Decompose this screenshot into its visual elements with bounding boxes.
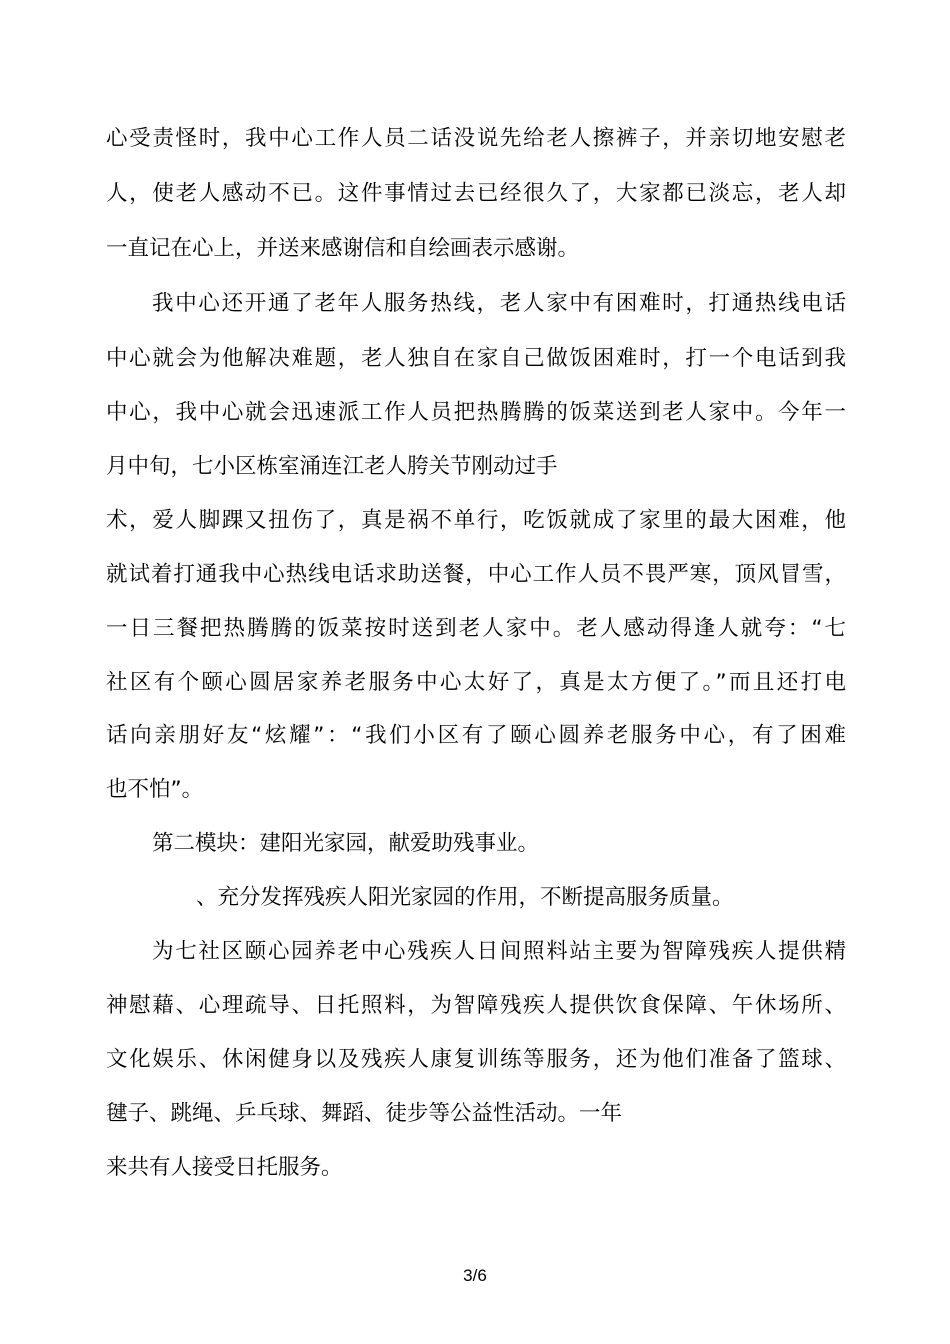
paragraph-line: 月中旬，七小区栋室涌连江老人胯关节刚动过手: [106, 454, 558, 479]
paragraph-line: 文化娱乐、休闲健身以及残疾人康复训练等服务，还为他们准备了篮球、: [106, 1047, 846, 1072]
page-number: 3/6: [463, 1266, 487, 1285]
paragraph-line: 来共有人接受日托服务。: [106, 1155, 343, 1180]
paragraph-line: 就试着打通我中心热线电话求助送餐，中心工作人员不畏严寒，顶风冒雪，: [106, 562, 846, 587]
subsection-heading: 、充分发挥残疾人阳光家园的作用，不断提高服务质量。: [196, 885, 734, 910]
paragraph-line: 话向亲朋好友“炫耀”：“我们小区有了颐心圆养老服务中心，有了困难: [106, 723, 846, 748]
paragraph-line: 中心，我中心就会迅速派工作人员把热腾腾的饭菜送到老人家中。今年一: [106, 400, 846, 425]
paragraph-line: 心受责怪时，我中心工作人员二话没说先给老人擦裤子，并亲切地安慰老: [106, 126, 846, 151]
section-heading: 第二模块：建阳光家园，献爱助残事业。: [152, 831, 540, 856]
paragraph-line: 毽子、跳绳、乒乓球、舞蹈、徒步等公益性活动。一年: [106, 1101, 623, 1126]
paragraph-line: 一日三餐把热腾腾的饭菜按时送到老人家中。老人感动得逢人就夸：“七: [106, 616, 846, 641]
paragraph-line: 为七社区颐心园养老中心残疾人日间照料站主要为智障残疾人提供精: [152, 939, 846, 964]
paragraph-line: 一直记在心上，并送来感谢信和自绘画表示感谢。: [106, 236, 580, 261]
paragraph-line: 也不怕”。: [106, 777, 204, 802]
paragraph-line: 人，使老人感动不已。这件事情过去已经很久了，大家都已淡忘，老人却: [106, 181, 846, 206]
paragraph-line: 社区有个颐心圆居家养老服务中心太好了，真是太方便了。”而且还打电: [106, 670, 846, 695]
paragraph-line: 术，爱人脚踝又扭伤了，真是祸不单行，吃饭就成了家里的最大困难，他: [106, 508, 846, 533]
paragraph-line: 神慰藉、心理疏导、日托照料，为智障残疾人提供饮食保障、午休场所、: [106, 993, 846, 1018]
paragraph-line: 我中心还开通了老年人服务热线，老人家中有困难时，打通热线电话: [152, 291, 846, 316]
paragraph-line: 中心就会为他解决难题，老人独自在家自己做饭困难时，打一个电话到我: [106, 346, 846, 371]
